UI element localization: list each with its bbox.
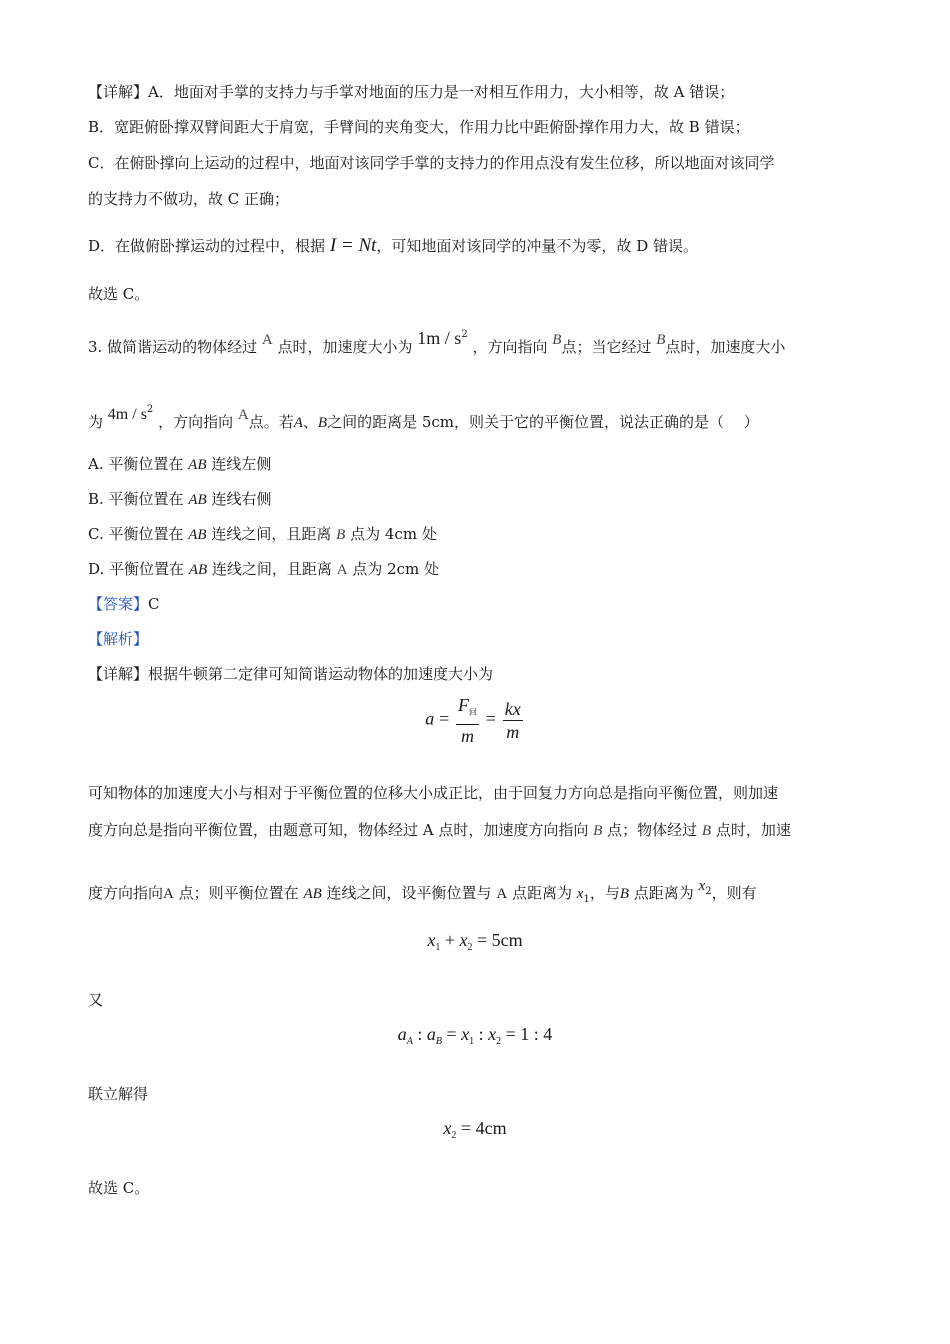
answer-line: 【答案】C	[88, 595, 160, 613]
detail-p2: 度方向总是指向平衡位置，由题意可知，物体经过 A 点时，加速度方向指向 B 点；物体经过 B 点时，加速	[88, 821, 791, 839]
detail-lianli: 联立解得	[88, 1085, 149, 1103]
prev-detail-d: D．在做俯卧撑运动的过程中，根据 I = Nt，可知地面对该同学的冲量不为零，故 D 错误。	[88, 235, 698, 256]
equation-ratio: $a_A$ : $a_B = x_1$ : $x_2 = 1$ : 4	[397, 1024, 553, 1047]
answer-tag: 【答案】	[88, 595, 149, 613]
equation-sum: $x_1 + x_2 = 5cm$	[427, 930, 523, 953]
detail-intro: 【详解】根据牛顿第二定律可知简谐运动物体的加速度大小为	[88, 665, 494, 683]
option-c: C. 平衡位置在 AB 连线之间，且距离 B 点为 4cm 处	[88, 525, 437, 543]
option-a: A. 平衡位置在 AB 连线左侧	[88, 455, 272, 473]
prev-detail-c1: C．在俯卧撑向上运动的过程中，地面对该同学手掌的支持力的作用点没有发生位移，所以地面对该同学	[88, 154, 775, 172]
final-answer: 故选 C。	[88, 1179, 150, 1197]
detail-p1: 可知物体的加速度大小与相对于平衡位置的位移大小成正比，由于回复力方向总是指向平衡位置，则加速	[88, 784, 779, 802]
prev-detail-a: 【详解】A．地面对手掌的支持力与手掌对地面的压力是一对相互作用力，大小相等，故 A 错误；	[88, 83, 735, 101]
prev-detail-c2: 的支持力不做功，故 C 正确；	[88, 190, 290, 208]
q3-stem-line1: 3. 做简谐运动的物体经过 A 点时，加速度大小为 $1m / s^2$ ，方向指向 B点；当它经过 B点时，加速度大小	[88, 328, 786, 356]
q3-stem-line2: 为 $4m / s^2$ ，方向指向 A点。若A、B之间的距离是 5cm，则关于它的平衡位置，说法正确的是（ ）	[88, 404, 759, 431]
equation-result: $x_2 = 4cm$	[443, 1118, 507, 1141]
prev-answer: 故选 C。	[88, 285, 150, 303]
equation-newton: a = $\frac{F_回}{m}$ = $\frac{kx}{m}$	[425, 695, 521, 746]
option-b: B. 平衡位置在 AB 连线右侧	[88, 490, 272, 508]
detail-p3: 度方向指向A 点；则平衡位置在 AB 连线之间，设平衡位置与 A 点距离为 $x_1$，与B 点距离为 $x_2$，则有	[88, 878, 757, 905]
impulse-formula: I = Nt	[329, 235, 377, 256]
prev-detail-b: B．宽距俯卧撑双臂间距大于肩宽，手臂间的夹角变大，作用力比中距俯卧撑作用力大，故 B 错误；	[88, 118, 750, 136]
detail-you: 又	[88, 991, 104, 1009]
option-d: D. 平衡位置在 AB 连线之间，且距离 A 点为 2cm 处	[88, 560, 440, 578]
analysis-tag: 【解析】	[88, 630, 149, 648]
